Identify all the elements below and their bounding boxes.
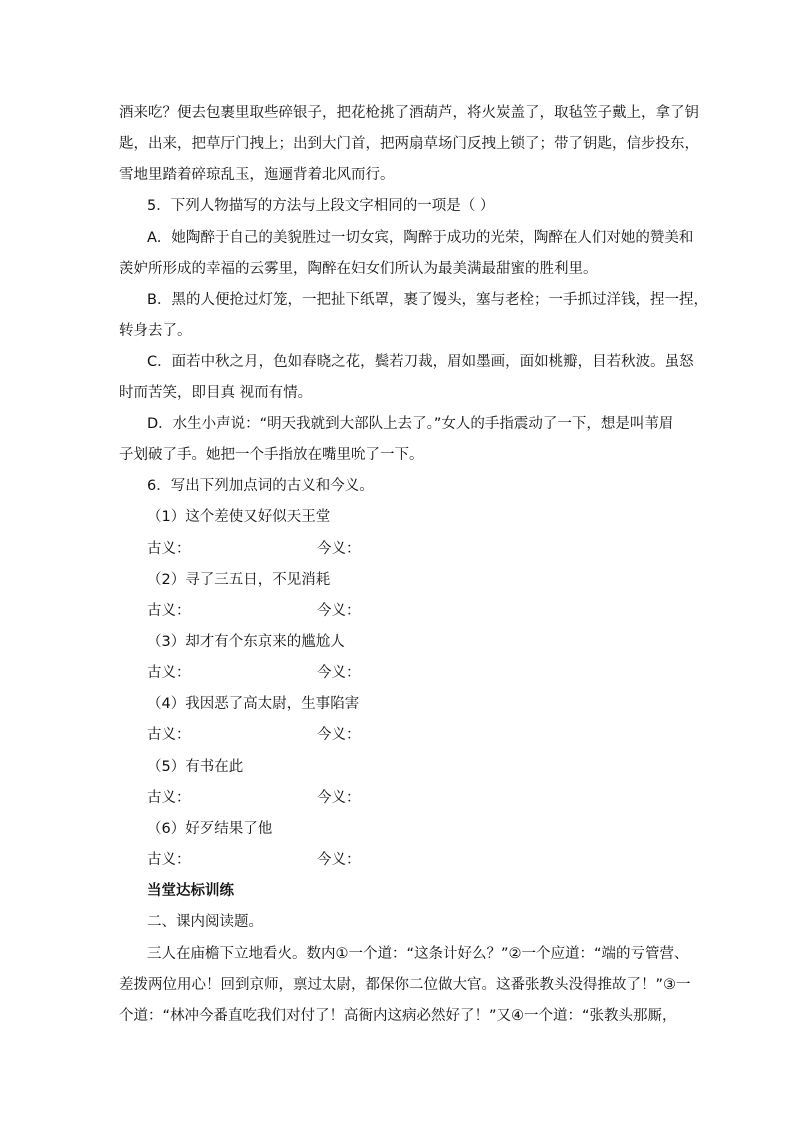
- ancient-meaning-label: 古义：: [147, 665, 191, 681]
- modern-meaning-label: 今义：: [317, 852, 361, 868]
- passage-top-line-1: 酒来吃？便去包裹里取些碎银子，把花枪挑了酒葫芦，将火炭盖了，取毡笠子戴上，拿了钥: [119, 105, 699, 121]
- q6-item-1-answer-row: [147, 539, 361, 559]
- part2-title: 二、课内阅读题。: [147, 914, 263, 930]
- q6-item-1: （1）这个差使又好似天王堂: [147, 509, 331, 525]
- q6-item-6-answer-row: [147, 850, 361, 870]
- q6-item-2-answer-row: [147, 601, 361, 621]
- ancient-meaning-label: 古义：: [147, 541, 191, 557]
- q6-item-5-answer-row: [147, 788, 361, 808]
- q6-item-4: （4）我因恶了高太尉，生事陷害: [147, 696, 360, 712]
- q5-option-a-line-1: A．她陶醉于自己的美貌胜过一切女宾，陶醉于成功的光荣，陶醉在人们对她的赞美和: [147, 230, 694, 246]
- q6-item-6: （6）好歹结果了他: [147, 821, 273, 837]
- q6-item-2: （2）寻了三五日，不见消耗: [147, 572, 331, 588]
- passage-bottom-line-3: 个道：“林冲今番直吃我们对付了！高衙内这病必然好了！”又④一个道：“张教头那厮，: [119, 1008, 677, 1024]
- q5-stem: 5．下列人物描写的方法与上段文字相同的一项是（ ）: [147, 198, 495, 214]
- q6-item-3-answer-row: [147, 663, 361, 683]
- ancient-meaning-label: 古义：: [147, 790, 191, 806]
- ancient-meaning-label: 古义：: [147, 727, 191, 743]
- modern-meaning-label: 今义：: [317, 790, 361, 806]
- passage-bottom-line-1: 三人在庙檐下立地看火。数内①一个道：“这条计好么？”②一个应道：“端的亏管营、: [147, 946, 689, 962]
- q5-option-c-line-2: 时而苦笑，即目真 视而有情。: [119, 385, 313, 401]
- q5-option-a-line-2: 羡妒所形成的幸福的云雾里，陶醉在妇女们所认为最美满最甜蜜的胜利里。: [119, 261, 598, 277]
- ancient-meaning-label: 古义：: [147, 852, 191, 868]
- modern-meaning-label: 今义：: [317, 603, 361, 619]
- modern-meaning-label: 今义：: [317, 665, 361, 681]
- passage-top-line-2: 匙，出来，把草厅门拽上；出到大门首，把两扇草场门反拽上锁了；带了钥匙，信步投东，: [119, 136, 699, 152]
- passage-bottom-line-2: 差拨两位用心！回到京师，禀过太尉，都保你二位做大官。这番张教头没得推故了！”③一: [119, 977, 691, 993]
- section-title: 当堂达标训练: [147, 883, 234, 899]
- q5-option-d-line-2: 子划破了手。她把一个手指放在嘴里吮了一下。: [119, 447, 424, 463]
- modern-meaning-label: 今义：: [317, 727, 361, 743]
- modern-meaning-label: 今义：: [317, 541, 361, 557]
- q5-option-d-line-1: D．水生小声说：“明天我就到大部队上去了。”女人的手指震动了一下，想是叫苇眉: [147, 416, 674, 432]
- q6-stem: 6．写出下列加点词的古义和今义。: [147, 478, 374, 494]
- q5-option-b-line-2: 转身去了。: [119, 323, 192, 339]
- q6-item-4-answer-row: [147, 725, 361, 745]
- q6-item-5: （5）有书在此: [147, 759, 244, 775]
- q6-item-3: （3）却才有个东京来的尴尬人: [147, 634, 345, 650]
- passage-top-line-3: 雪地里踏着碎琼乱玉，迤逦背着北风而行。: [119, 167, 395, 183]
- ancient-meaning-label: 古义：: [147, 603, 191, 619]
- q5-option-c-line-1: C．面若中秋之月，色如春晓之花，鬓若刀裁，眉如墨画，面如桃瓣，目若秋波。虽怒: [147, 354, 694, 370]
- q5-option-b-line-1: B．黑的人便抢过灯笼，一把扯下纸罩，裹了馒头，塞与老栓；一手抓过洋钱，捏一捏，: [147, 292, 708, 308]
